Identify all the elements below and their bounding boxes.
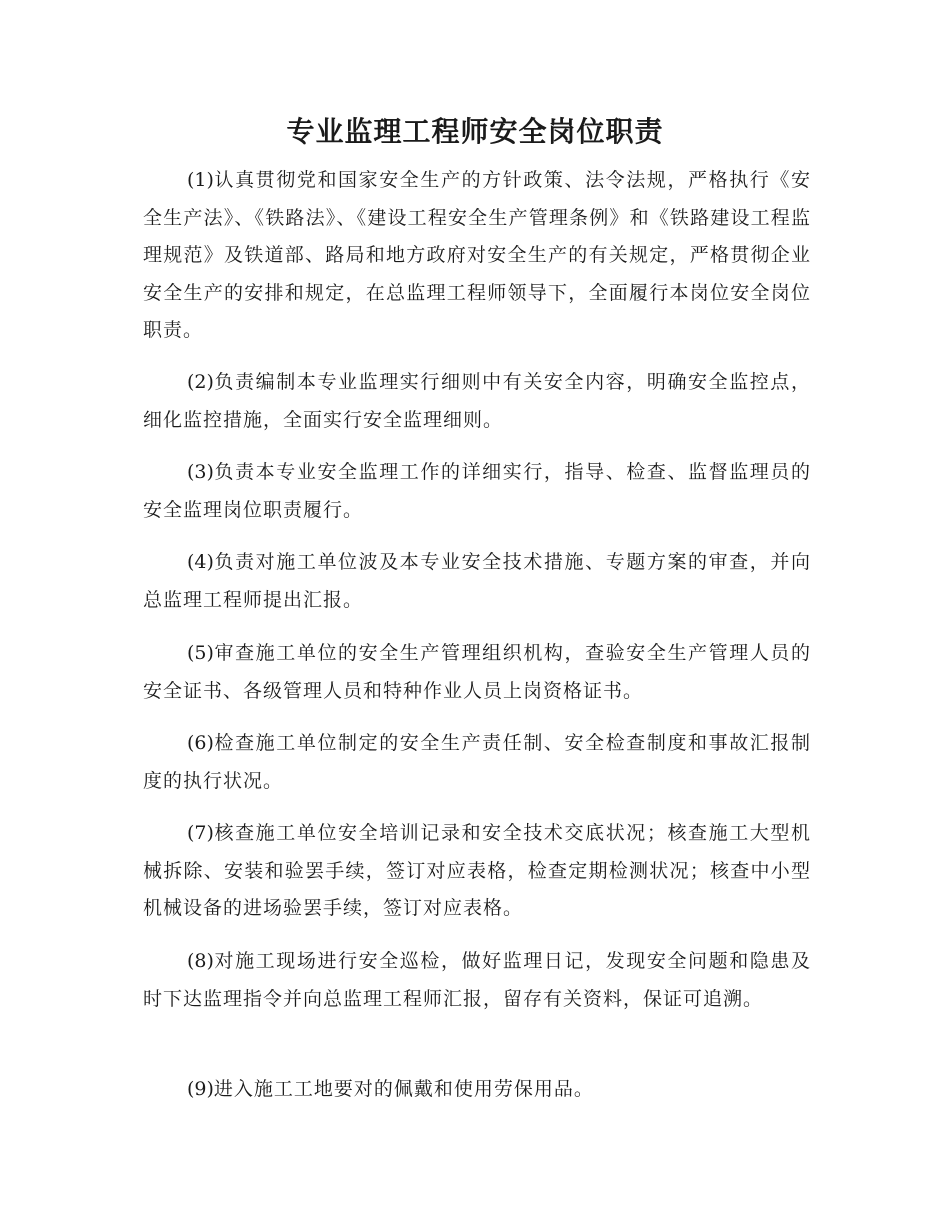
paragraph-number: (2)	[187, 371, 214, 393]
paragraph-1	[143, 162, 811, 350]
paragraph-4	[143, 544, 811, 619]
paragraph-number: (1)	[187, 169, 214, 191]
paragraph-text: 对施工现场进行安全巡检，做好监理日记，发现安全问题和隐患及时下达监理指令并向总监理工程师汇报，留存有关资料，保证可追溯。	[143, 950, 811, 1010]
paragraph-text: 负责编制本专业监理实行细则中有关安全内容，明确安全监控点，细化监控措施，全面实行安全监理细则。	[143, 371, 811, 431]
paragraph-3	[143, 454, 811, 529]
paragraph-text: 负责对施工单位波及本专业安全技术措施、专题方案的审查，并向总监理工程师提出汇报。	[143, 551, 811, 611]
paragraph-5	[143, 635, 811, 710]
document-title: 专业监理工程师安全岗位职责	[286, 115, 664, 148]
paragraph-9	[143, 1071, 811, 1109]
paragraph-number: (5)	[187, 642, 214, 664]
paragraph-number: (7)	[187, 822, 214, 844]
paragraph-text: 进入施工工地要对的佩戴和使用劳保用品。	[213, 1078, 594, 1100]
paragraph-number: (3)	[187, 461, 214, 483]
paragraph-number: (4)	[187, 551, 214, 573]
paragraph-text: 检查施工单位制定的安全生产责任制、安全检查制度和事故汇报制度的执行状况。	[143, 732, 811, 792]
paragraph-text: 审查施工单位的安全生产管理组织机构，查验安全生产管理人员的安全证书、各级管理人员和特种作业人员上岗资格证书。	[143, 642, 811, 702]
paragraph-text: 认真贯彻党和国家安全生产的方针政策、法令法规，严格执行《安全生产法》、《铁路法》、《建设工程安全生产管理条例》和《铁路建设工程监理规范》及铁道部、路局和地方政府对安全生产的有关规定，严格贯彻企业安全生产的安排和规定，在总监理工程师领导下，全面履行本岗位安全岗位职责。	[143, 169, 811, 341]
paragraph-number: (8)	[187, 950, 214, 972]
paragraph-7	[143, 815, 811, 928]
paragraph-number: (9)	[187, 1078, 214, 1100]
paragraph-text: 核查施工单位安全培训记录和安全技术交底状况；核查施工大型机械拆除、安装和验罢手续，签订对应表格，检查定期检测状况；核查中小型机械设备的进场验罢手续，签订对应表格。	[143, 822, 811, 919]
paragraph-6	[143, 725, 811, 800]
paragraph-2	[143, 364, 811, 439]
paragraph-text: 负责本专业安全监理工作的详细实行，指导、检查、监督监理员的安全监理岗位职责履行。	[143, 461, 811, 521]
paragraph-8	[143, 943, 811, 1018]
paragraph-number: (6)	[187, 732, 214, 754]
